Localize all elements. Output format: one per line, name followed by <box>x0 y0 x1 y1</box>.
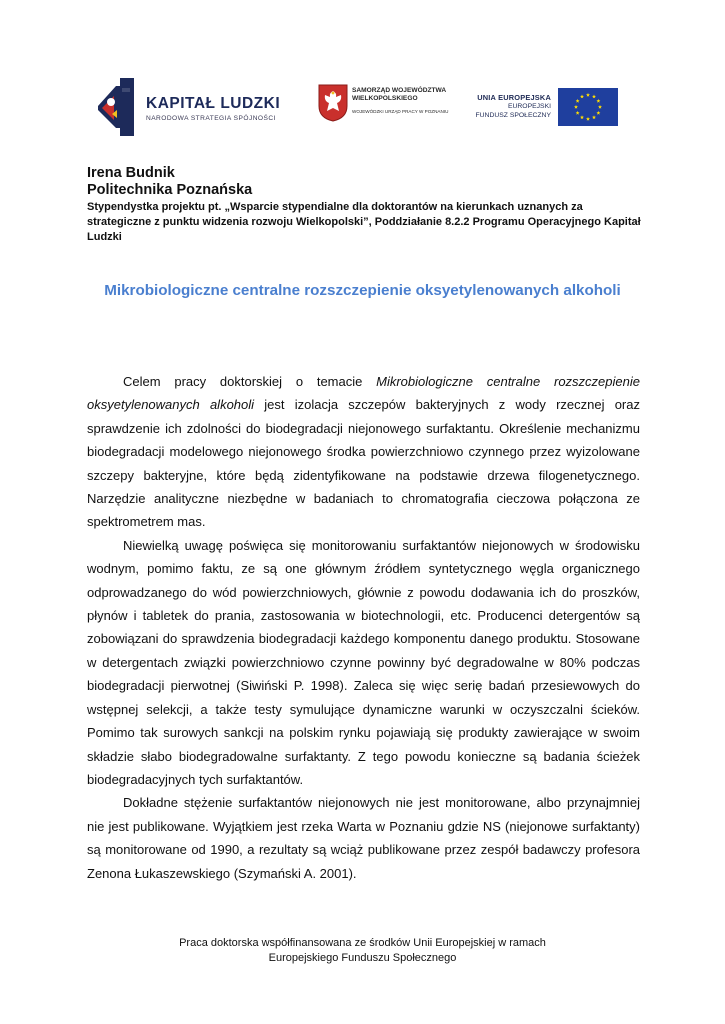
paragraph-1 <box>87 370 640 534</box>
paragraph-1-rest: jest izolacja szczepów bakteryjnych z wody rzecznej oraz sprawdzenie ich zdolności do biodegradacji niejonowego surfaktantu. Określenie mechanizmu biodegradacji modelowego niejonowego środka powierzchniowo czynnego przez wyizolowane szczepy bakteryjne, które będą zidentyfikowane na podstawie drzewa filogenetycznego. Narzędzie analityczne niezbędne w badaniach to chromatografia cieczowa połączona ze spektrometrem mas. <box>87 397 640 530</box>
samorzad-line2: WIELKOPOLSKIEGO <box>352 95 418 102</box>
paragraph-3: Dokładne stężenie surfaktantów niejonowych nie jest monitorowane, albo przynajmniej nie jest publikowane. Wyjątkiem jest rzeka Warta w Poznaniu gdzie NS (niejonowe surfaktanty) są monitorowane od 1990, a rezultaty są wciąż publikowane przez zespół badawczy profesora Zenona Łukaszewskiego (Szymański A. 2001). <box>87 795 640 881</box>
footer-line2: Europejskiego Funduszu Społecznego <box>268 952 457 964</box>
footer <box>100 936 625 966</box>
document-title: Mikrobiologiczne centralne rozszczepienie oksyetylenowanych alkoholi <box>104 282 621 299</box>
kapital-ludzki-title: KAPITAŁ LUDZKI <box>146 95 281 112</box>
paragraph-2: Niewielką uwagę poświęca się monitorowaniu surfaktantów niejonowych w środowisku wodnym, pomimo faktu, ze są one głównym źródłem syntetycznego węgla organicznego odprowadzanego do wód powierzchniowych, głównie z powodu dodawania ich do proszków, płynów i tabletek do prania, zastosowania w biotechnologii, etc. Producenci detergentów są zobowiązani do sprawdzenia biodegradacji każdego komponentu danego produktu. Stosowane w detergentach związki powierzchniowo czynne powinny być degradowalne w 80% podczas biodegradacji pierwotnej (Siwiński P. 1998). Zaleca się więc serię badań przesiewowych do wstępnej selekcji, a także testy symulujące dynamiczne warunki w oczyszczalni ścieków. Pomimo tak surowych sankcji na polskim rynku pojawiają się produkty zawierające w swoim składzie słabo biodegradowalne surfaktanty. Z tego powodu konieczne są badania ścieżek biodegradacyjnych tych surfaktantów. <box>87 537 640 787</box>
eagle-crest-icon <box>318 84 348 122</box>
kapital-ludzki-logo <box>96 78 286 138</box>
author-affiliation: Politechnika Poznańska <box>87 182 253 198</box>
footer-line1: Praca doktorska współfinansowana ze środków Unii Europejskiej w ramach <box>179 937 546 949</box>
header-logos <box>0 0 725 150</box>
author-name: Irena Budnik <box>87 165 175 181</box>
samorzad-logo <box>318 84 449 134</box>
body-text <box>87 370 640 885</box>
kapital-ludzki-emblem-icon <box>96 78 142 136</box>
paragraph-1-start: Celem pracy doktorskiej o temacie <box>123 374 377 389</box>
eu-flag-icon <box>558 88 618 126</box>
scholarship-note: Stypendystka projektu pt. „Wsparcie stypendialne dla doktorantów na kierunkach uznanych za strategiczne z punktu widzenia rozwoju Wielkopolski”, Poddziałanie 8.2.2 Programu Operacyjnego Kapitał Ludzki <box>87 201 641 243</box>
kapital-ludzki-subtitle: NARODOWA STRATEGIA SPÓJNOŚCI <box>146 115 276 122</box>
eu-line3: FUNDUSZ SPOŁECZNY <box>475 112 551 119</box>
eu-line2: EUROPEJSKI <box>507 103 551 110</box>
samorzad-line3: WOJEWÓDZKI URZĄD PRACY W POZNANIU <box>352 109 449 114</box>
paragraph-1-topic: Mikrobiologiczne centralne rozszczepienie oksyetylenowanych alkoholi <box>87 374 640 413</box>
eu-line1: UNIA EUROPEJSKA <box>477 93 551 102</box>
samorzad-line1: SAMORZĄD WOJEWÓDZTWA <box>352 87 447 94</box>
